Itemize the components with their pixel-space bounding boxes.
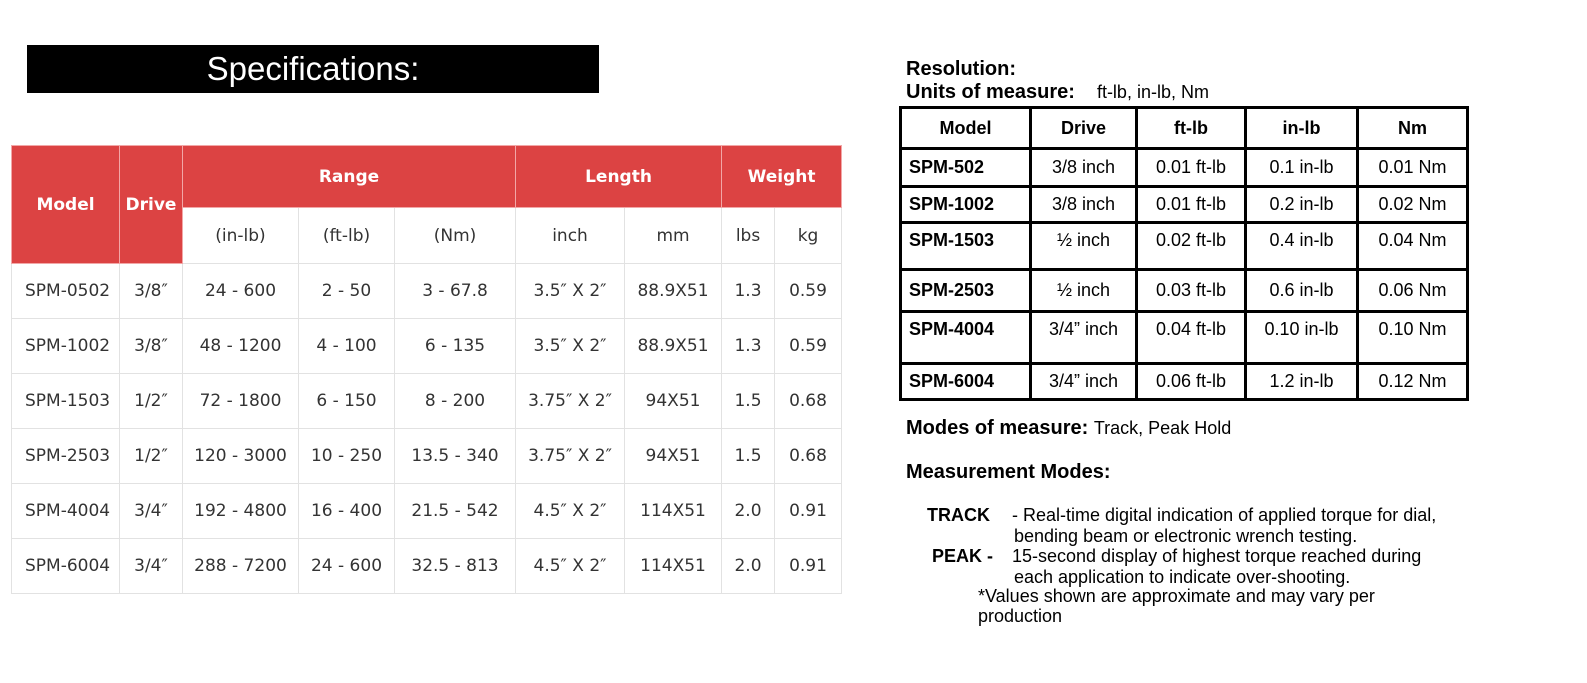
subheader-in-lb: (in-lb)	[183, 208, 299, 264]
resolution-row	[901, 187, 1468, 223]
spec-cell-drive: 1/2″	[120, 429, 183, 484]
res-cell-nm: 0.12 Nm	[1358, 364, 1468, 400]
res-cell-ft-lb: 0.06 ft-lb	[1137, 364, 1246, 400]
spec-cell-length-inch: 4.5″ X 2″	[516, 484, 625, 539]
res-cell-ft-lb: 0.04 ft-lb	[1137, 312, 1246, 364]
res-header-model: Model	[901, 108, 1031, 149]
res-cell-in-lb: 0.2 in-lb	[1246, 187, 1358, 223]
spec-cell-model: SPM-1503	[12, 374, 120, 429]
spec-cell-range-nm: 8 - 200	[395, 374, 516, 429]
spec-cell-length-inch: 4.5″ X 2″	[516, 539, 625, 594]
res-cell-nm: 0.10 Nm	[1358, 312, 1468, 364]
track-mode-description	[1012, 505, 1482, 547]
res-cell-drive: ½ inch	[1031, 223, 1137, 270]
res-cell-ft-lb: 0.02 ft-lb	[1137, 223, 1246, 270]
spec-cell-weight-lbs: 2.0	[722, 484, 775, 539]
spec-cell-range-in-lb: 192 - 4800	[183, 484, 299, 539]
spec-cell-length-inch: 3.5″ X 2″	[516, 319, 625, 374]
res-cell-nm: 0.04 Nm	[1358, 223, 1468, 270]
subheader-ft-lb: (ft-lb)	[299, 208, 395, 264]
res-cell-ft-lb: 0.03 ft-lb	[1137, 270, 1246, 312]
res-cell-in-lb: 0.4 in-lb	[1246, 223, 1358, 270]
spec-cell-range-in-lb: 120 - 3000	[183, 429, 299, 484]
spec-cell-weight-kg: 0.91	[775, 484, 842, 539]
header-range: Range	[183, 146, 516, 208]
specifications-title: Specifications:	[27, 45, 599, 93]
modes-label: Modes of measure:	[906, 417, 1089, 439]
spec-cell-weight-lbs: 1.5	[722, 374, 775, 429]
spec-cell-model: SPM-4004	[12, 484, 120, 539]
spec-cell-weight-lbs: 1.3	[722, 319, 775, 374]
specifications-table	[11, 145, 842, 594]
spec-cell-weight-kg: 0.59	[775, 319, 842, 374]
spec-cell-range-nm: 6 - 135	[395, 319, 516, 374]
spec-cell-range-in-lb: 72 - 1800	[183, 374, 299, 429]
spec-cell-drive: 3/8″	[120, 319, 183, 374]
resolution-row	[901, 149, 1468, 187]
peak-mode-name: PEAK -	[932, 546, 994, 566]
spec-row	[12, 374, 842, 429]
spec-cell-length-mm: 114X51	[625, 539, 722, 594]
spec-cell-model: SPM-6004	[12, 539, 120, 594]
header-weight: Weight	[722, 146, 842, 208]
spec-cell-weight-kg: 0.59	[775, 264, 842, 319]
subheader-lbs: lbs	[722, 208, 775, 264]
spec-cell-model: SPM-2503	[12, 429, 120, 484]
spec-row	[12, 264, 842, 319]
spec-cell-length-inch: 3.5″ X 2″	[516, 264, 625, 319]
spec-cell-length-mm: 88.9X51	[625, 319, 722, 374]
header-model: Model	[12, 146, 120, 264]
spec-cell-weight-kg: 0.68	[775, 374, 842, 429]
modes-value: Track, Peak Hold	[1093, 418, 1232, 438]
spec-cell-range-nm: 13.5 - 340	[395, 429, 516, 484]
res-cell-model: SPM-2503	[901, 270, 1031, 312]
spec-cell-range-nm: 21.5 - 542	[395, 484, 516, 539]
spec-cell-model: SPM-0502	[12, 264, 120, 319]
res-cell-nm: 0.01 Nm	[1358, 149, 1468, 187]
spec-cell-weight-lbs: 1.5	[722, 429, 775, 484]
peak-line-1: 15-second display of highest torque reached during	[1012, 546, 1422, 566]
track-mode-name: TRACK	[927, 505, 990, 525]
spec-cell-range-ft-lb: 4 - 100	[299, 319, 395, 374]
spec-row	[12, 429, 842, 484]
spec-row	[12, 539, 842, 594]
res-cell-in-lb: 0.10 in-lb	[1246, 312, 1358, 364]
spec-cell-weight-kg: 0.68	[775, 429, 842, 484]
res-cell-in-lb: 1.2 in-lb	[1246, 364, 1358, 400]
res-cell-ft-lb: 0.01 ft-lb	[1137, 149, 1246, 187]
resolution-table	[899, 106, 1469, 401]
resolution-row	[901, 312, 1468, 364]
res-header-nm: Nm	[1358, 108, 1468, 149]
spec-cell-length-mm: 114X51	[625, 484, 722, 539]
spec-row	[12, 319, 842, 374]
res-header-in-lb: in-lb	[1246, 108, 1358, 149]
spec-cell-range-in-lb: 48 - 1200	[183, 319, 299, 374]
spec-cell-length-mm: 88.9X51	[625, 264, 722, 319]
units-value: ft-lb, in-lb, Nm	[1096, 82, 1209, 102]
spec-cell-weight-lbs: 2.0	[722, 539, 775, 594]
spec-cell-range-ft-lb: 2 - 50	[299, 264, 395, 319]
footnote-text: *Values shown are approximate and may vary per production	[978, 586, 1375, 626]
res-cell-nm: 0.06 Nm	[1358, 270, 1468, 312]
spec-cell-weight-kg: 0.91	[775, 539, 842, 594]
units-of-measure	[906, 81, 1209, 104]
spec-cell-length-inch: 3.75″ X 2″	[516, 429, 625, 484]
units-label: Units of measure:	[906, 81, 1075, 103]
spec-cell-length-mm: 94X51	[625, 429, 722, 484]
res-cell-model: SPM-1002	[901, 187, 1031, 223]
modes-of-measure	[906, 417, 1231, 440]
res-cell-ft-lb: 0.01 ft-lb	[1137, 187, 1246, 223]
peak-mode-description	[1012, 546, 1482, 588]
res-cell-drive: 3/8 inch	[1031, 187, 1137, 223]
spec-cell-length-mm: 94X51	[625, 374, 722, 429]
header-length: Length	[516, 146, 722, 208]
res-cell-drive: 3/4” inch	[1031, 364, 1137, 400]
resolution-row	[901, 223, 1468, 270]
res-cell-nm: 0.02 Nm	[1358, 187, 1468, 223]
spec-cell-weight-lbs: 1.3	[722, 264, 775, 319]
spec-row	[12, 484, 842, 539]
res-cell-model: SPM-1503	[901, 223, 1031, 270]
spec-cell-model: SPM-1002	[12, 319, 120, 374]
track-line-2: bending beam or electronic wrench testing.	[1014, 526, 1358, 546]
peak-line-2: each application to indicate over-shooting.	[1014, 567, 1351, 587]
spec-cell-range-in-lb: 288 - 7200	[183, 539, 299, 594]
cut-off-footnote	[978, 586, 1438, 626]
track-line-1: - Real-time digital indication of applied torque for dial,	[1012, 505, 1437, 525]
spec-cell-range-ft-lb: 10 - 250	[299, 429, 395, 484]
spec-cell-drive: 1/2″	[120, 374, 183, 429]
res-cell-in-lb: 0.6 in-lb	[1246, 270, 1358, 312]
resolution-row	[901, 364, 1468, 400]
spec-cell-drive: 3/4″	[120, 539, 183, 594]
spec-cell-drive: 3/8″	[120, 264, 183, 319]
spec-cell-drive: 3/4″	[120, 484, 183, 539]
res-cell-drive: ½ inch	[1031, 270, 1137, 312]
measurement-modes-heading: Measurement Modes:	[906, 461, 1111, 483]
subheader-mm: mm	[625, 208, 722, 264]
resolution-label: Resolution:	[906, 58, 1016, 80]
subheader-inch: inch	[516, 208, 625, 264]
subheader-kg: kg	[775, 208, 842, 264]
res-cell-model: SPM-4004	[901, 312, 1031, 364]
res-header-ft-lb: ft-lb	[1137, 108, 1246, 149]
res-header-drive: Drive	[1031, 108, 1137, 149]
spec-cell-range-ft-lb: 24 - 600	[299, 539, 395, 594]
res-cell-model: SPM-502	[901, 149, 1031, 187]
spec-cell-range-ft-lb: 16 - 400	[299, 484, 395, 539]
spec-cell-range-ft-lb: 6 - 150	[299, 374, 395, 429]
resolution-row	[901, 270, 1468, 312]
spec-cell-range-nm: 32.5 - 813	[395, 539, 516, 594]
header-drive: Drive	[120, 146, 183, 264]
res-cell-drive: 3/4” inch	[1031, 312, 1137, 364]
spec-cell-range-in-lb: 24 - 600	[183, 264, 299, 319]
spec-cell-range-nm: 3 - 67.8	[395, 264, 516, 319]
res-cell-model: SPM-6004	[901, 364, 1031, 400]
res-cell-drive: 3/8 inch	[1031, 149, 1137, 187]
res-cell-in-lb: 0.1 in-lb	[1246, 149, 1358, 187]
subheader-nm: (Nm)	[395, 208, 516, 264]
spec-cell-length-inch: 3.75″ X 2″	[516, 374, 625, 429]
